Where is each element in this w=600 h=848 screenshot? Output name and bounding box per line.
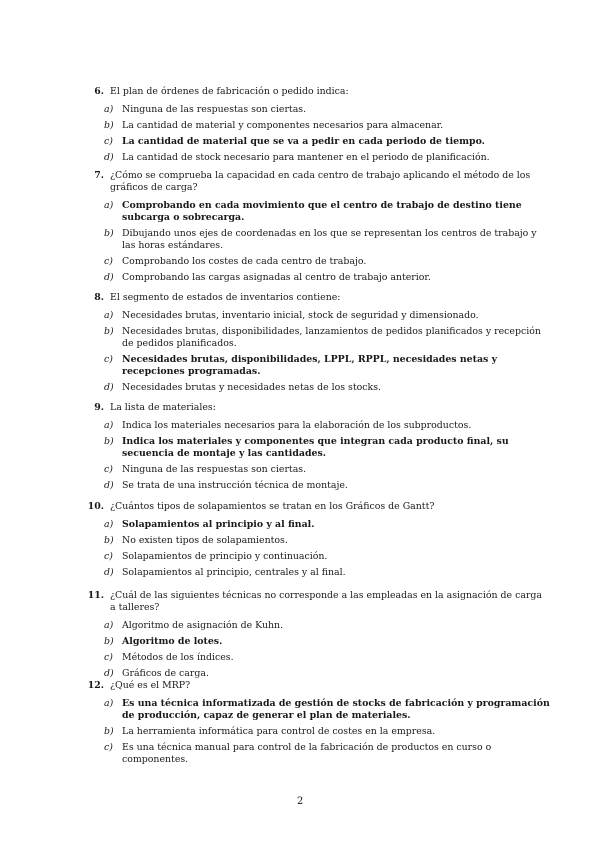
answer-option	[104, 535, 550, 547]
option-letter: d)	[104, 567, 114, 578]
page-number: 2	[296, 796, 304, 807]
question-header	[80, 402, 550, 414]
option-letter: c)	[104, 136, 113, 147]
option-letter: b)	[104, 228, 114, 239]
answer-option	[104, 256, 550, 268]
option-text: Métodos de los índices.	[122, 652, 234, 663]
answer-option	[104, 668, 550, 680]
answer-option	[104, 620, 550, 632]
question-text: ¿Qué es el MRP?	[110, 680, 191, 691]
answer-option	[104, 726, 550, 738]
option-text: Necesidades brutas, disponibilidades, lanzamientos de pedidos planificados y recepción de pedidos planificados.	[122, 326, 541, 349]
question-block	[80, 170, 550, 288]
option-letter: b)	[104, 436, 114, 447]
question-block	[80, 501, 550, 583]
option-letter: b)	[104, 636, 114, 647]
answer-options	[80, 200, 550, 284]
answer-option	[104, 272, 550, 284]
question-number: 10.	[87, 501, 104, 512]
option-text: Comprobando las cargas asignadas al centro de trabajo anterior.	[122, 272, 431, 283]
answer-option	[104, 310, 550, 322]
answer-option	[104, 652, 550, 664]
question-block	[80, 292, 550, 398]
question-header	[80, 590, 550, 614]
answer-option-correct	[104, 354, 550, 378]
question-text: ¿Cuál de las siguientes técnicas no corresponde a las empleadas en la asignación de carga a talleres?	[110, 590, 542, 613]
answer-options	[80, 104, 550, 164]
option-text: La cantidad de stock necesario para mantener en el periodo de planificación.	[122, 152, 490, 163]
answer-option	[104, 228, 550, 252]
option-text: Ninguna de las respuestas son ciertas.	[122, 104, 307, 115]
option-text: Indica los materiales y componentes que integran cada producto final, su secuencia de montaje y las cantidades.	[122, 436, 509, 459]
option-text: Es una técnica informatizada de gestión de stocks de fabricación y programación de producción, capaz de generar el plan de materiales.	[122, 698, 550, 721]
option-text: Solapamientos al principio y al final.	[122, 519, 315, 530]
question-number: 7.	[94, 170, 104, 181]
answer-option	[104, 382, 550, 394]
answer-option-correct	[104, 436, 550, 460]
option-letter: a)	[104, 310, 114, 321]
question-header	[80, 501, 550, 513]
answer-option-correct	[104, 698, 550, 722]
option-letter: c)	[104, 551, 113, 562]
question-text: ¿Cuántos tipos de solapamientos se tratan en los Gráficos de Gantt?	[110, 501, 435, 512]
question-block	[80, 590, 550, 684]
answer-option-correct	[104, 136, 550, 148]
answer-option	[104, 567, 550, 579]
option-text: Ninguna de las respuestas son ciertas.	[122, 464, 307, 475]
answer-options	[80, 310, 550, 394]
option-letter: a)	[104, 698, 114, 709]
option-letter: a)	[104, 420, 114, 431]
option-letter: d)	[104, 480, 114, 491]
answer-option	[104, 104, 550, 116]
answer-option	[104, 420, 550, 432]
option-letter: d)	[104, 152, 114, 163]
option-letter: a)	[104, 200, 114, 211]
option-text: Es una técnica manual para control de la fabricación de productos en curso o componentes.	[122, 742, 492, 765]
question-header	[80, 170, 550, 194]
option-text: No existen tipos de solapamientos.	[122, 535, 288, 546]
question-number: 8.	[94, 292, 104, 303]
option-text: Indica los materiales necesarios para la elaboración de los subproductos.	[122, 420, 472, 431]
option-letter: c)	[104, 256, 113, 267]
option-letter: a)	[104, 519, 114, 530]
question-block	[80, 402, 550, 496]
option-text: Necesidades brutas, inventario inicial, stock de seguridad y dimensionado.	[122, 310, 479, 321]
question-header	[80, 86, 550, 98]
option-letter: a)	[104, 104, 114, 115]
option-letter: a)	[104, 620, 114, 631]
option-letter: d)	[104, 668, 114, 679]
option-text: Comprobando los costes de cada centro de trabajo.	[122, 256, 367, 267]
answer-option-correct	[104, 519, 550, 531]
option-letter: b)	[104, 726, 114, 737]
question-block	[80, 680, 550, 770]
question-number: 12.	[87, 680, 104, 691]
option-letter: b)	[104, 120, 114, 131]
answer-options	[80, 698, 550, 766]
question-number: 6.	[94, 86, 104, 97]
question-number: 11.	[87, 590, 104, 601]
option-text: Dibujando unos ejes de coordenadas en los que se representan los centros de trabajo y las horas estándares.	[122, 228, 537, 251]
answer-option	[104, 120, 550, 132]
option-letter: b)	[104, 535, 114, 546]
option-text: Algoritmo de asignación de Kuhn.	[122, 620, 284, 631]
question-header	[80, 292, 550, 304]
answer-option-correct	[104, 200, 550, 224]
answer-option	[104, 551, 550, 563]
option-text: Se trata de una instrucción técnica de montaje.	[122, 480, 348, 491]
question-text: El segmento de estados de inventarios contiene:	[110, 292, 341, 303]
question-number: 9.	[94, 402, 104, 413]
answer-option	[104, 464, 550, 476]
option-letter: d)	[104, 382, 114, 393]
option-text: Necesidades brutas, disponibilidades, LPPL, RPPL, necesidades netas y recepciones programadas.	[122, 354, 498, 377]
answer-option	[104, 326, 550, 350]
answer-options	[80, 420, 550, 492]
option-text: Solapamientos al principio, centrales y al final.	[122, 567, 346, 578]
answer-option	[104, 152, 550, 164]
question-text: La lista de materiales:	[110, 402, 216, 413]
answer-option	[104, 742, 550, 766]
answer-options	[80, 620, 550, 680]
option-letter: c)	[104, 464, 113, 475]
option-text: Gráficos de carga.	[122, 668, 209, 679]
question-text: ¿Cómo se comprueba la capacidad en cada centro de trabajo aplicando el método de los gráficos de carga?	[110, 170, 531, 193]
option-text: La herramienta informática para control de costes en la empresa.	[122, 726, 436, 737]
answer-option	[104, 480, 550, 492]
option-letter: c)	[104, 354, 113, 365]
option-text: Algoritmo de lotes.	[122, 636, 223, 647]
option-text: Necesidades brutas y necesidades netas de los stocks.	[122, 382, 382, 393]
answer-options	[80, 519, 550, 579]
option-text: Comprobando en cada movimiento que el centro de trabajo de destino tiene subcarga o sobrecarga.	[122, 200, 522, 223]
question-header	[80, 680, 550, 692]
option-letter: c)	[104, 742, 113, 753]
option-text: La cantidad de material que se va a pedir en cada periodo de tiempo.	[122, 136, 485, 147]
option-letter: b)	[104, 326, 114, 337]
answer-option-correct	[104, 636, 550, 648]
option-text: La cantidad de material y componentes necesarios para almacenar.	[122, 120, 444, 131]
question-text: El plan de órdenes de fabricación o pedido indica:	[110, 86, 349, 97]
option-letter: d)	[104, 272, 114, 283]
question-block	[80, 86, 550, 168]
option-letter: c)	[104, 652, 113, 663]
option-text: Solapamientos de principio y continuación.	[122, 551, 328, 562]
